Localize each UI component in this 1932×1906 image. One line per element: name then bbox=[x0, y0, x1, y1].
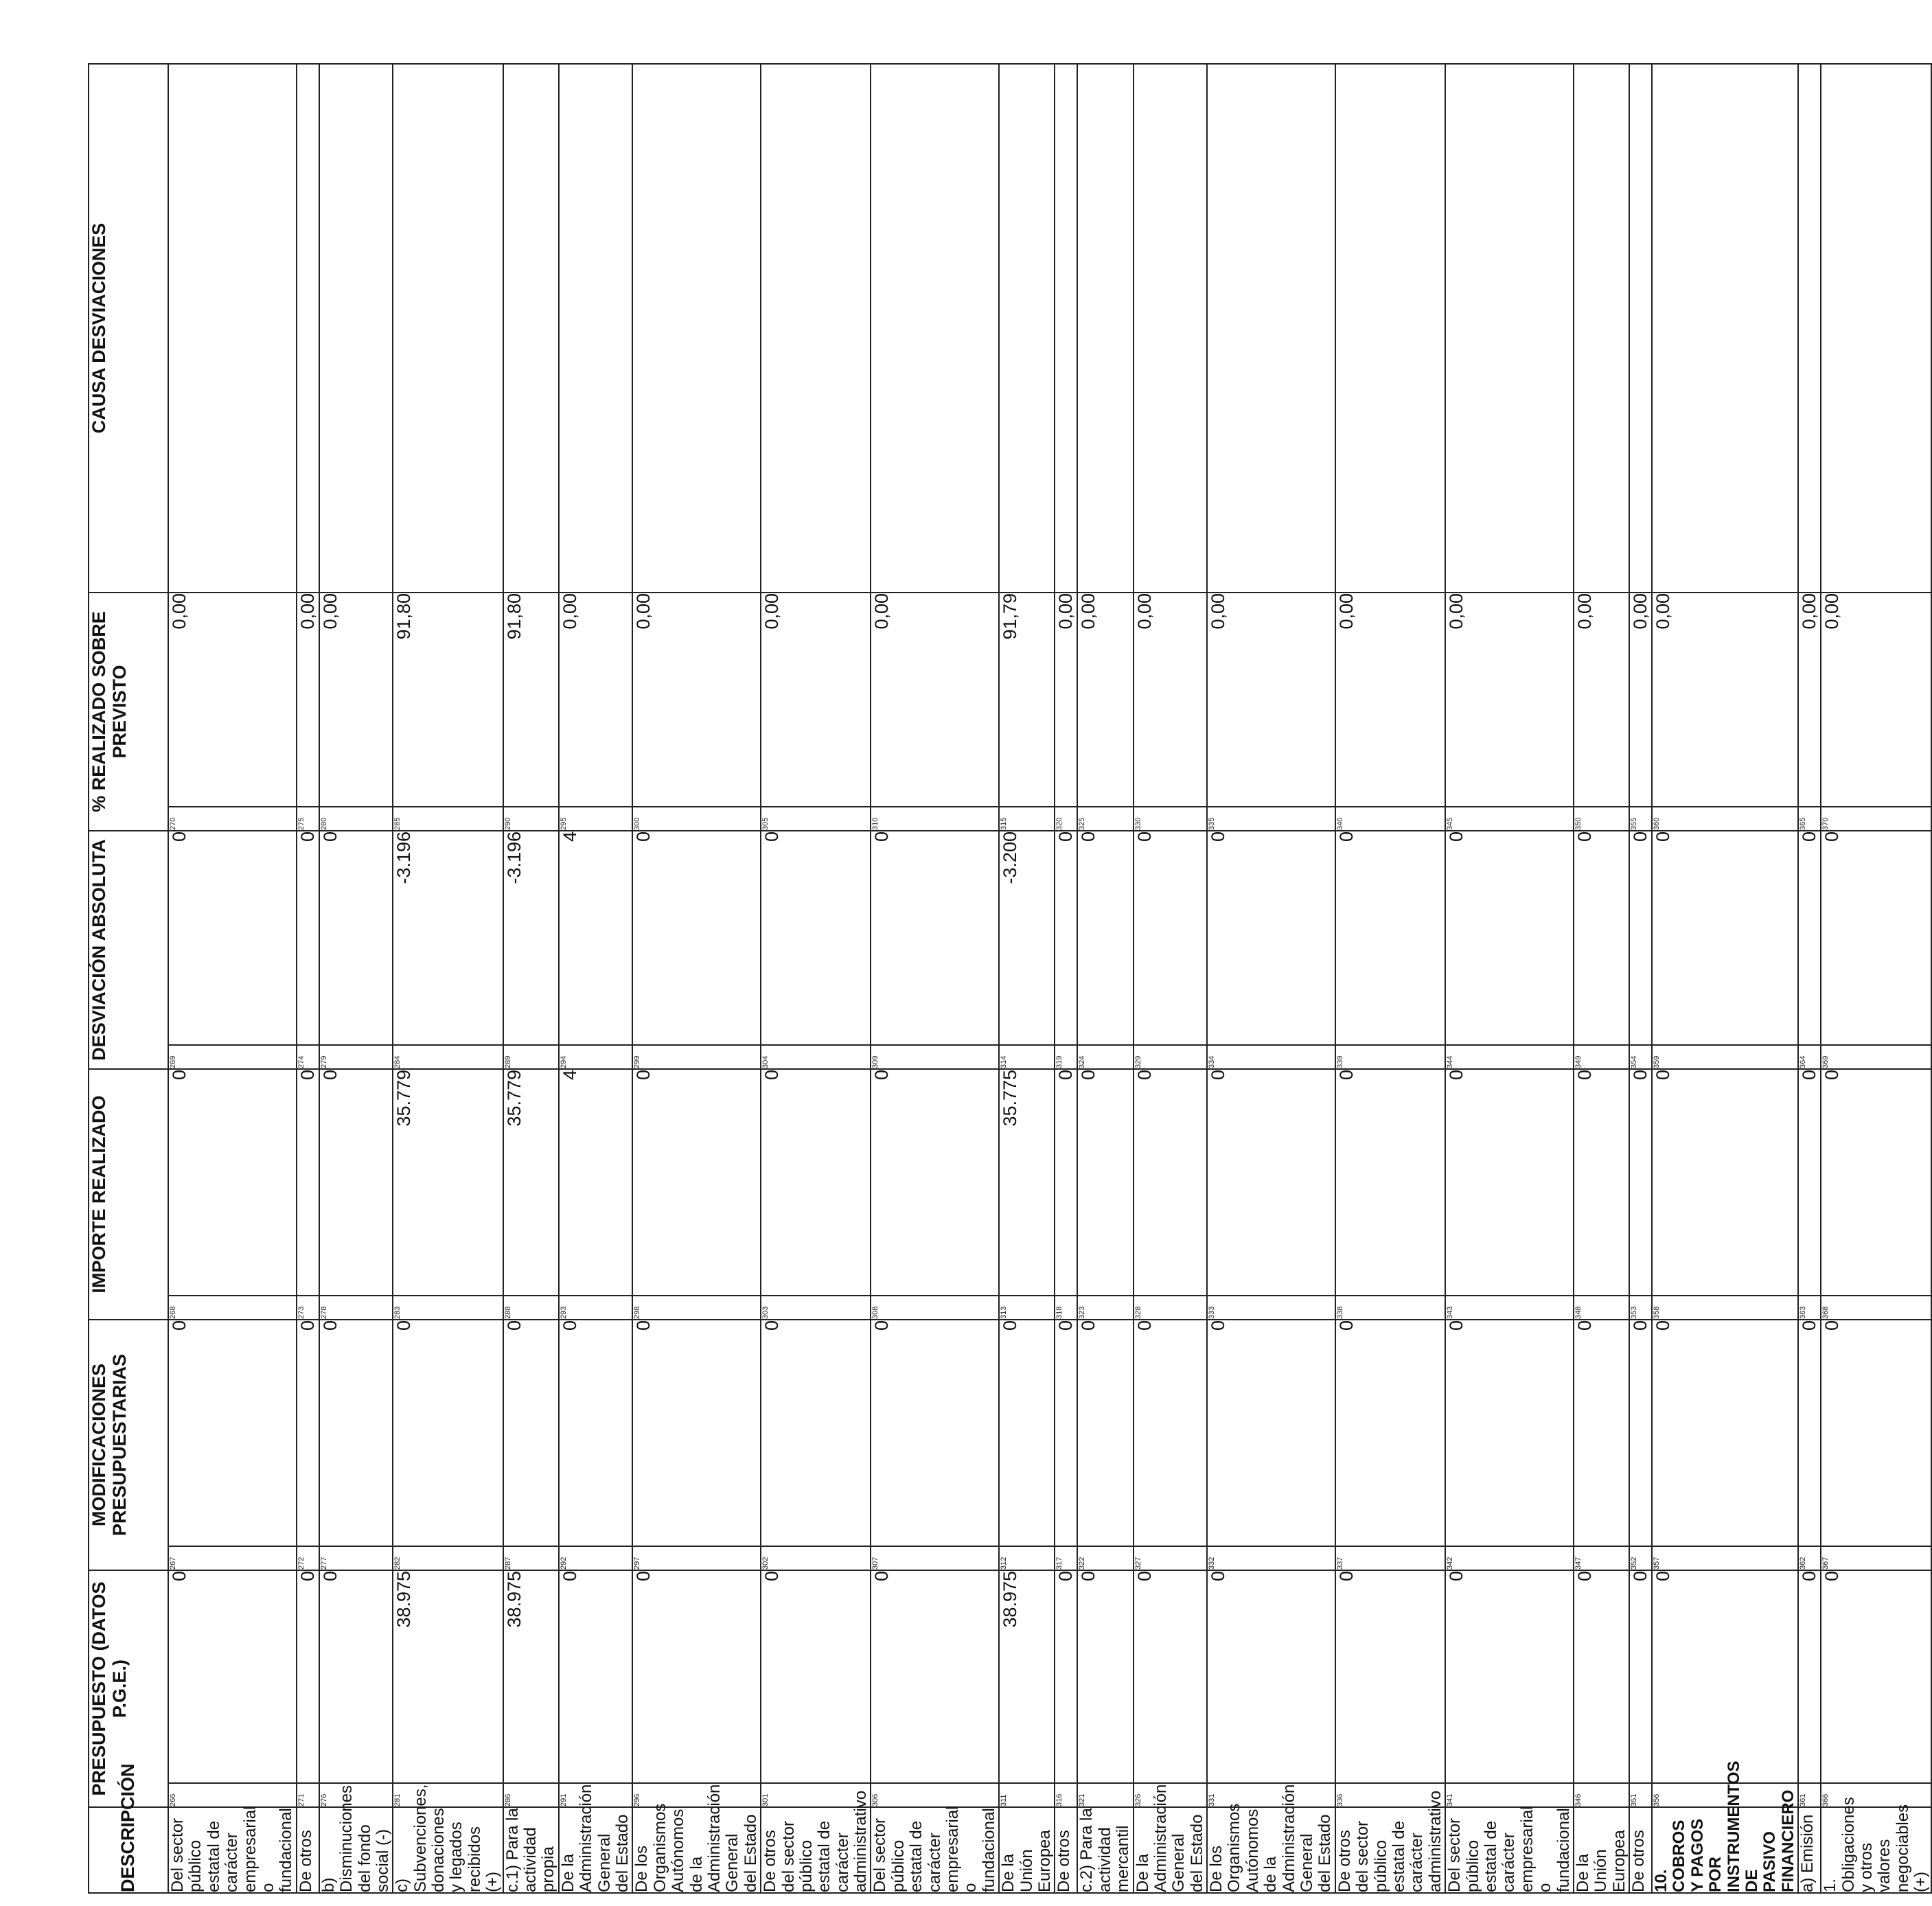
row-code-3: 293 bbox=[559, 1296, 633, 1320]
row-value-3: 0 bbox=[1055, 1069, 1077, 1296]
row-code-3: 298 bbox=[632, 1296, 761, 1320]
row-value-2: 0 bbox=[1445, 1320, 1574, 1546]
row-code-2: 292 bbox=[559, 1546, 633, 1570]
row-value-4: 0 bbox=[1574, 831, 1629, 1045]
row-code-2: 332 bbox=[1207, 1546, 1335, 1570]
table-row bbox=[1055, 64, 1077, 1893]
table-row bbox=[761, 64, 871, 1893]
row-causa bbox=[1574, 64, 1629, 593]
row-value-2: 0 bbox=[1574, 1320, 1629, 1546]
row-value-3: 0 bbox=[319, 1069, 393, 1296]
row-value-5: 0,00 bbox=[1134, 593, 1208, 807]
row-code-4: 289 bbox=[503, 1045, 559, 1069]
table-row bbox=[999, 64, 1055, 1893]
row-value-4: 0 bbox=[871, 831, 999, 1045]
row-code-5: 360 bbox=[1652, 807, 1798, 831]
row-value-2: 0 bbox=[1335, 1320, 1445, 1546]
header-presupuesto: PRESUPUESTO (DATOS P.G.E.) bbox=[89, 1570, 168, 1807]
row-value-5: 0,00 bbox=[1207, 593, 1335, 807]
row-code-3: 323 bbox=[1077, 1296, 1133, 1320]
row-value-1: 38.975 bbox=[999, 1570, 1055, 1783]
row-value-3: 35.775 bbox=[999, 1069, 1055, 1296]
row-code-4: 294 bbox=[559, 1045, 633, 1069]
row-value-2: 0 bbox=[559, 1320, 633, 1546]
row-causa bbox=[1335, 64, 1445, 593]
row-code-1: 306 bbox=[871, 1783, 999, 1807]
row-value-2: 0 bbox=[999, 1320, 1055, 1546]
table-row bbox=[1574, 64, 1629, 1893]
row-code-1: 351 bbox=[1629, 1783, 1652, 1807]
row-value-3: 35.779 bbox=[503, 1069, 559, 1296]
table-row bbox=[1077, 64, 1133, 1893]
row-value-3: 0 bbox=[1574, 1069, 1629, 1296]
row-value-1: 0 bbox=[1077, 1570, 1133, 1783]
row-code-1: 346 bbox=[1574, 1783, 1629, 1807]
row-code-3: 288 bbox=[503, 1296, 559, 1320]
row-code-3: 328 bbox=[1134, 1296, 1208, 1320]
row-value-5: 0,00 bbox=[1077, 593, 1133, 807]
row-code-5: 345 bbox=[1445, 807, 1574, 831]
row-value-5: 0,00 bbox=[761, 593, 871, 807]
row-code-2: 342 bbox=[1445, 1546, 1574, 1570]
row-code-4: 359 bbox=[1652, 1045, 1798, 1069]
row-code-2: 312 bbox=[999, 1546, 1055, 1570]
row-description: c.1) Para la actividad propia bbox=[503, 1808, 558, 1892]
row-code-3: 268 bbox=[168, 1296, 297, 1320]
row-code-5: 290 bbox=[503, 807, 559, 831]
budget-table bbox=[88, 63, 1932, 1894]
row-description: De otros bbox=[297, 1807, 319, 1893]
row-code-1: 366 bbox=[1821, 1783, 1931, 1807]
row-causa bbox=[1077, 64, 1133, 593]
table-row bbox=[319, 64, 393, 1893]
row-code-3: 318 bbox=[1055, 1296, 1077, 1320]
row-value-5: 91,80 bbox=[393, 593, 503, 807]
row-code-2: 317 bbox=[1055, 1546, 1077, 1570]
row-value-2: 0 bbox=[1207, 1320, 1335, 1546]
row-code-3: 353 bbox=[1629, 1296, 1652, 1320]
row-code-1: 336 bbox=[1335, 1783, 1445, 1807]
row-code-3: 363 bbox=[1798, 1296, 1821, 1320]
row-value-4: 0 bbox=[168, 831, 297, 1045]
row-value-1: 0 bbox=[168, 1570, 297, 1783]
row-code-5: 275 bbox=[297, 807, 319, 831]
row-code-2: 287 bbox=[503, 1546, 559, 1570]
row-value-2: 0 bbox=[1629, 1320, 1652, 1546]
header-descripcion: DESCRIPCIÓN bbox=[89, 1807, 168, 1893]
row-code-2: 347 bbox=[1574, 1546, 1629, 1570]
table-row bbox=[297, 64, 319, 1893]
row-causa bbox=[1055, 64, 1077, 593]
row-value-4: 0 bbox=[1798, 831, 1821, 1045]
row-value-1: 0 bbox=[1821, 1570, 1931, 1783]
row-value-5: 91,79 bbox=[999, 593, 1055, 807]
row-value-5: 0,00 bbox=[1335, 593, 1445, 807]
row-description: De los Organismos Autónomos de la Administración General del Estado bbox=[1207, 1784, 1335, 1892]
row-code-4: 339 bbox=[1335, 1045, 1445, 1069]
row-code-1: 286 bbox=[503, 1783, 559, 1807]
row-value-2: 0 bbox=[1798, 1320, 1821, 1546]
row-description: De la Unión Europea bbox=[1574, 1807, 1629, 1893]
row-value-3: 0 bbox=[1821, 1069, 1931, 1296]
row-value-5: 0,00 bbox=[1055, 593, 1077, 807]
row-code-3: 348 bbox=[1574, 1296, 1629, 1320]
row-causa bbox=[1134, 64, 1208, 593]
row-code-2: 352 bbox=[1629, 1546, 1652, 1570]
row-code-1: 321 bbox=[1077, 1783, 1133, 1807]
header-porcentaje-realizado: % REALIZADO SOBRE PREVISTO bbox=[89, 593, 168, 831]
row-value-4: 0 bbox=[1077, 831, 1133, 1045]
row-value-3: 0 bbox=[871, 1069, 999, 1296]
row-code-1: 361 bbox=[1798, 1783, 1821, 1807]
table-row bbox=[1335, 64, 1445, 1893]
header-modificaciones: MODIFICACIONES PRESUPUESTARIAS bbox=[89, 1320, 168, 1570]
row-code-2: 322 bbox=[1077, 1546, 1133, 1570]
row-value-1: 0 bbox=[761, 1570, 871, 1783]
row-code-5: 300 bbox=[632, 807, 761, 831]
row-code-2: 277 bbox=[319, 1546, 393, 1570]
row-code-1: 356 bbox=[1652, 1783, 1798, 1807]
row-code-1: 316 bbox=[1055, 1783, 1077, 1807]
row-value-1: 38.975 bbox=[503, 1570, 559, 1783]
row-value-5: 0,00 bbox=[1629, 593, 1652, 807]
row-value-1: 0 bbox=[297, 1570, 319, 1783]
row-value-1: 0 bbox=[1445, 1570, 1574, 1783]
row-value-2: 0 bbox=[1077, 1320, 1133, 1546]
row-description: De otros del sector público estatal de carácter administrativo bbox=[761, 1790, 871, 1892]
row-description: De los Organismos Autónomos de la Administración General del Estado bbox=[632, 1784, 760, 1892]
row-code-4: 299 bbox=[632, 1045, 761, 1069]
row-value-5: 0,00 bbox=[559, 593, 633, 807]
header-causa-desviaciones: CAUSA DESVIACIONES bbox=[89, 64, 168, 593]
row-causa bbox=[393, 64, 503, 593]
row-code-2: 357 bbox=[1652, 1546, 1798, 1570]
row-description: b) Disminuciones del fondo social (-) bbox=[319, 1784, 392, 1892]
row-description: a) Emisión bbox=[1798, 1807, 1821, 1893]
row-description: De otros del sector público estatal de carácter administrativo bbox=[1335, 1790, 1445, 1892]
table-row bbox=[1445, 64, 1574, 1893]
row-code-2: 272 bbox=[297, 1546, 319, 1570]
row-value-3: 0 bbox=[1652, 1069, 1798, 1296]
row-code-3: 358 bbox=[1652, 1296, 1798, 1320]
row-description: Del sector público estatal de carácter empresarial o fundacional bbox=[1445, 1806, 1573, 1892]
row-value-3: 4 bbox=[559, 1069, 633, 1296]
row-value-4: -3.196 bbox=[393, 831, 503, 1045]
row-description: De otros bbox=[1629, 1807, 1652, 1893]
row-code-1: 331 bbox=[1207, 1783, 1335, 1807]
row-value-5: 0,00 bbox=[1821, 593, 1931, 807]
row-value-1: 0 bbox=[1055, 1570, 1077, 1783]
row-code-2: 267 bbox=[168, 1546, 297, 1570]
table-row bbox=[1798, 64, 1821, 1893]
row-value-1: 38.975 bbox=[393, 1570, 503, 1783]
row-value-5: 0,00 bbox=[168, 593, 297, 807]
row-code-1: 301 bbox=[761, 1783, 871, 1807]
row-code-4: 364 bbox=[1798, 1045, 1821, 1069]
row-code-2: 337 bbox=[1335, 1546, 1445, 1570]
row-causa bbox=[761, 64, 871, 593]
table-row bbox=[1629, 64, 1652, 1893]
row-code-4: 349 bbox=[1574, 1045, 1629, 1069]
row-code-5: 310 bbox=[871, 807, 999, 831]
row-value-4: -3.200 bbox=[999, 831, 1055, 1045]
row-code-4: 324 bbox=[1077, 1045, 1133, 1069]
row-description: 1. Obligaciones y otros valores negociables (+) bbox=[1821, 1797, 1931, 1892]
row-description: De otros bbox=[1055, 1807, 1077, 1893]
table-body bbox=[168, 64, 1931, 1893]
row-causa bbox=[1652, 64, 1798, 593]
row-code-3: 333 bbox=[1207, 1296, 1335, 1320]
row-value-4: 0 bbox=[1207, 831, 1335, 1045]
row-code-5: 365 bbox=[1798, 807, 1821, 831]
row-value-3: 0 bbox=[761, 1069, 871, 1296]
row-code-5: 280 bbox=[319, 807, 393, 831]
row-code-4: 309 bbox=[871, 1045, 999, 1069]
row-value-3: 0 bbox=[1134, 1069, 1208, 1296]
row-value-4: 0 bbox=[1335, 831, 1445, 1045]
row-code-4: 334 bbox=[1207, 1045, 1335, 1069]
row-value-1: 0 bbox=[559, 1570, 633, 1783]
row-value-4: 0 bbox=[1055, 831, 1077, 1045]
row-value-1: 0 bbox=[1798, 1570, 1821, 1783]
row-value-4: 0 bbox=[1445, 831, 1574, 1045]
row-value-1: 0 bbox=[1574, 1570, 1629, 1783]
row-code-3: 303 bbox=[761, 1296, 871, 1320]
row-value-3: 0 bbox=[1077, 1069, 1133, 1296]
row-value-4: 0 bbox=[319, 831, 393, 1045]
row-value-3: 0 bbox=[1629, 1069, 1652, 1296]
row-value-5: 0,00 bbox=[319, 593, 393, 807]
table-row bbox=[168, 64, 297, 1893]
table-row bbox=[1207, 64, 1335, 1893]
row-value-2: 0 bbox=[503, 1320, 559, 1546]
row-code-3: 343 bbox=[1445, 1296, 1574, 1320]
row-code-1: 311 bbox=[999, 1783, 1055, 1807]
row-causa bbox=[1798, 64, 1821, 593]
row-code-2: 297 bbox=[632, 1546, 761, 1570]
table-row bbox=[1134, 64, 1208, 1893]
row-causa bbox=[999, 64, 1055, 593]
row-code-3: 308 bbox=[871, 1296, 999, 1320]
row-value-2: 0 bbox=[393, 1320, 503, 1546]
row-code-5: 335 bbox=[1207, 807, 1335, 831]
row-code-1: 296 bbox=[632, 1783, 761, 1807]
table-row bbox=[1652, 64, 1798, 1893]
row-code-4: 274 bbox=[297, 1045, 319, 1069]
row-code-1: 271 bbox=[297, 1783, 319, 1807]
rotated-table-container bbox=[88, 65, 1931, 1894]
row-code-4: 344 bbox=[1445, 1045, 1574, 1069]
row-value-1: 0 bbox=[871, 1570, 999, 1783]
row-value-2: 0 bbox=[1821, 1320, 1931, 1546]
row-code-4: 329 bbox=[1134, 1045, 1208, 1069]
row-causa bbox=[503, 64, 559, 593]
row-value-2: 0 bbox=[1134, 1320, 1208, 1546]
row-value-1: 0 bbox=[1629, 1570, 1652, 1783]
row-code-3: 283 bbox=[393, 1296, 503, 1320]
table-row bbox=[871, 64, 999, 1893]
row-value-3: 0 bbox=[297, 1069, 319, 1296]
row-code-4: 354 bbox=[1629, 1045, 1652, 1069]
row-value-3: 0 bbox=[1207, 1069, 1335, 1296]
row-value-5: 0,00 bbox=[1652, 593, 1798, 807]
table-row bbox=[559, 64, 633, 1893]
row-value-1: 0 bbox=[1652, 1570, 1798, 1783]
row-value-2: 0 bbox=[632, 1320, 761, 1546]
row-description: De la Unión Europea bbox=[999, 1807, 1055, 1893]
row-code-5: 285 bbox=[393, 807, 503, 831]
table-row bbox=[1821, 64, 1931, 1893]
header-desviacion-absoluta: DESVIACIÓN ABSOLUTA bbox=[89, 831, 168, 1069]
row-value-2: 0 bbox=[168, 1320, 297, 1546]
row-code-4: 269 bbox=[168, 1045, 297, 1069]
row-value-3: 0 bbox=[1445, 1069, 1574, 1296]
row-value-3: 35.779 bbox=[393, 1069, 503, 1296]
row-code-2: 362 bbox=[1798, 1546, 1821, 1570]
header-row bbox=[89, 64, 168, 1893]
table-row bbox=[503, 64, 559, 1893]
row-code-5: 370 bbox=[1821, 807, 1931, 831]
row-value-3: 0 bbox=[168, 1069, 297, 1296]
row-value-3: 0 bbox=[1335, 1069, 1445, 1296]
row-code-3: 313 bbox=[999, 1296, 1055, 1320]
row-description: Del sector público estatal de carácter empresarial o fundacional bbox=[871, 1806, 998, 1892]
row-code-2: 327 bbox=[1134, 1546, 1208, 1570]
table-row bbox=[393, 64, 503, 1893]
row-value-5: 0,00 bbox=[871, 593, 999, 807]
row-value-1: 0 bbox=[1134, 1570, 1208, 1783]
row-code-5: 350 bbox=[1574, 807, 1629, 831]
row-causa bbox=[297, 64, 319, 593]
row-value-2: 0 bbox=[1055, 1320, 1077, 1546]
row-code-1: 291 bbox=[559, 1783, 633, 1807]
row-code-1: 276 bbox=[319, 1783, 393, 1807]
row-code-1: 326 bbox=[1134, 1783, 1208, 1807]
row-value-1: 0 bbox=[632, 1570, 761, 1783]
row-value-5: 0,00 bbox=[1445, 593, 1574, 807]
row-causa bbox=[1821, 64, 1931, 593]
row-description: 10. COBROS Y PAGOS POR INSTRUMENTOS DE PASIVO FINANCIERO bbox=[1652, 1760, 1797, 1892]
table-row bbox=[632, 64, 761, 1893]
row-value-2: 0 bbox=[297, 1320, 319, 1546]
row-code-4: 314 bbox=[999, 1045, 1055, 1069]
row-code-4: 369 bbox=[1821, 1045, 1931, 1069]
row-causa bbox=[632, 64, 761, 593]
row-value-1: 0 bbox=[1207, 1570, 1335, 1783]
row-causa bbox=[1207, 64, 1335, 593]
row-causa bbox=[871, 64, 999, 593]
row-value-5: 0,00 bbox=[297, 593, 319, 807]
row-code-5: 330 bbox=[1134, 807, 1208, 831]
row-code-5: 340 bbox=[1335, 807, 1445, 831]
row-code-3: 338 bbox=[1335, 1296, 1445, 1320]
row-value-3: 0 bbox=[1798, 1069, 1821, 1296]
row-code-2: 302 bbox=[761, 1546, 871, 1570]
row-value-4: -3.196 bbox=[503, 831, 559, 1045]
row-code-4: 304 bbox=[761, 1045, 871, 1069]
row-causa bbox=[319, 64, 393, 593]
row-causa bbox=[559, 64, 633, 593]
row-description: De la Administración General del Estado bbox=[558, 1784, 632, 1892]
row-value-1: 0 bbox=[319, 1570, 393, 1783]
row-value-2: 0 bbox=[1652, 1320, 1798, 1546]
row-code-5: 305 bbox=[761, 807, 871, 831]
row-value-5: 91,80 bbox=[503, 593, 559, 807]
row-value-2: 0 bbox=[871, 1320, 999, 1546]
row-value-2: 0 bbox=[319, 1320, 393, 1546]
row-description: c) Subvenciones, donaciones y legados recibidos (+) bbox=[393, 1784, 503, 1892]
row-description: De la Administración General del Estado bbox=[1133, 1784, 1206, 1892]
row-code-5: 315 bbox=[999, 807, 1055, 831]
row-code-4: 319 bbox=[1055, 1045, 1077, 1069]
row-value-3: 0 bbox=[632, 1069, 761, 1296]
row-value-4: 0 bbox=[1821, 831, 1931, 1045]
row-code-5: 325 bbox=[1077, 807, 1133, 831]
row-causa bbox=[168, 64, 297, 593]
row-value-1: 0 bbox=[1335, 1570, 1445, 1783]
row-value-4: 0 bbox=[761, 831, 871, 1045]
row-value-4: 0 bbox=[632, 831, 761, 1045]
row-code-5: 355 bbox=[1629, 807, 1652, 831]
row-code-5: 320 bbox=[1055, 807, 1077, 831]
header-importe-realizado: IMPORTE REALIZADO bbox=[89, 1069, 168, 1320]
row-value-4: 4 bbox=[559, 831, 633, 1045]
row-code-1: 341 bbox=[1445, 1783, 1574, 1807]
row-code-2: 282 bbox=[393, 1546, 503, 1570]
row-code-3: 278 bbox=[319, 1296, 393, 1320]
row-code-1: 266 bbox=[168, 1783, 297, 1807]
row-code-1: 281 bbox=[393, 1783, 503, 1807]
row-code-2: 307 bbox=[871, 1546, 999, 1570]
row-code-3: 273 bbox=[297, 1296, 319, 1320]
row-causa bbox=[1445, 64, 1574, 593]
row-value-4: 0 bbox=[1629, 831, 1652, 1045]
row-causa bbox=[1629, 64, 1652, 593]
row-value-2: 0 bbox=[761, 1320, 871, 1546]
row-value-4: 0 bbox=[1134, 831, 1208, 1045]
row-code-4: 284 bbox=[393, 1045, 503, 1069]
row-description: c.2) Para la actividad mercantil bbox=[1077, 1808, 1133, 1892]
row-value-5: 0,00 bbox=[632, 593, 761, 807]
row-description: Del sector público estatal de carácter empresarial o fundacional bbox=[168, 1806, 296, 1892]
row-value-4: 0 bbox=[297, 831, 319, 1045]
row-code-2: 367 bbox=[1821, 1546, 1931, 1570]
row-code-5: 295 bbox=[559, 807, 633, 831]
row-code-5: 270 bbox=[168, 807, 297, 831]
row-code-4: 279 bbox=[319, 1045, 393, 1069]
row-value-4: 0 bbox=[1652, 831, 1798, 1045]
row-value-5: 0,00 bbox=[1798, 593, 1821, 807]
row-code-3: 368 bbox=[1821, 1296, 1931, 1320]
row-value-5: 0,00 bbox=[1574, 593, 1629, 807]
